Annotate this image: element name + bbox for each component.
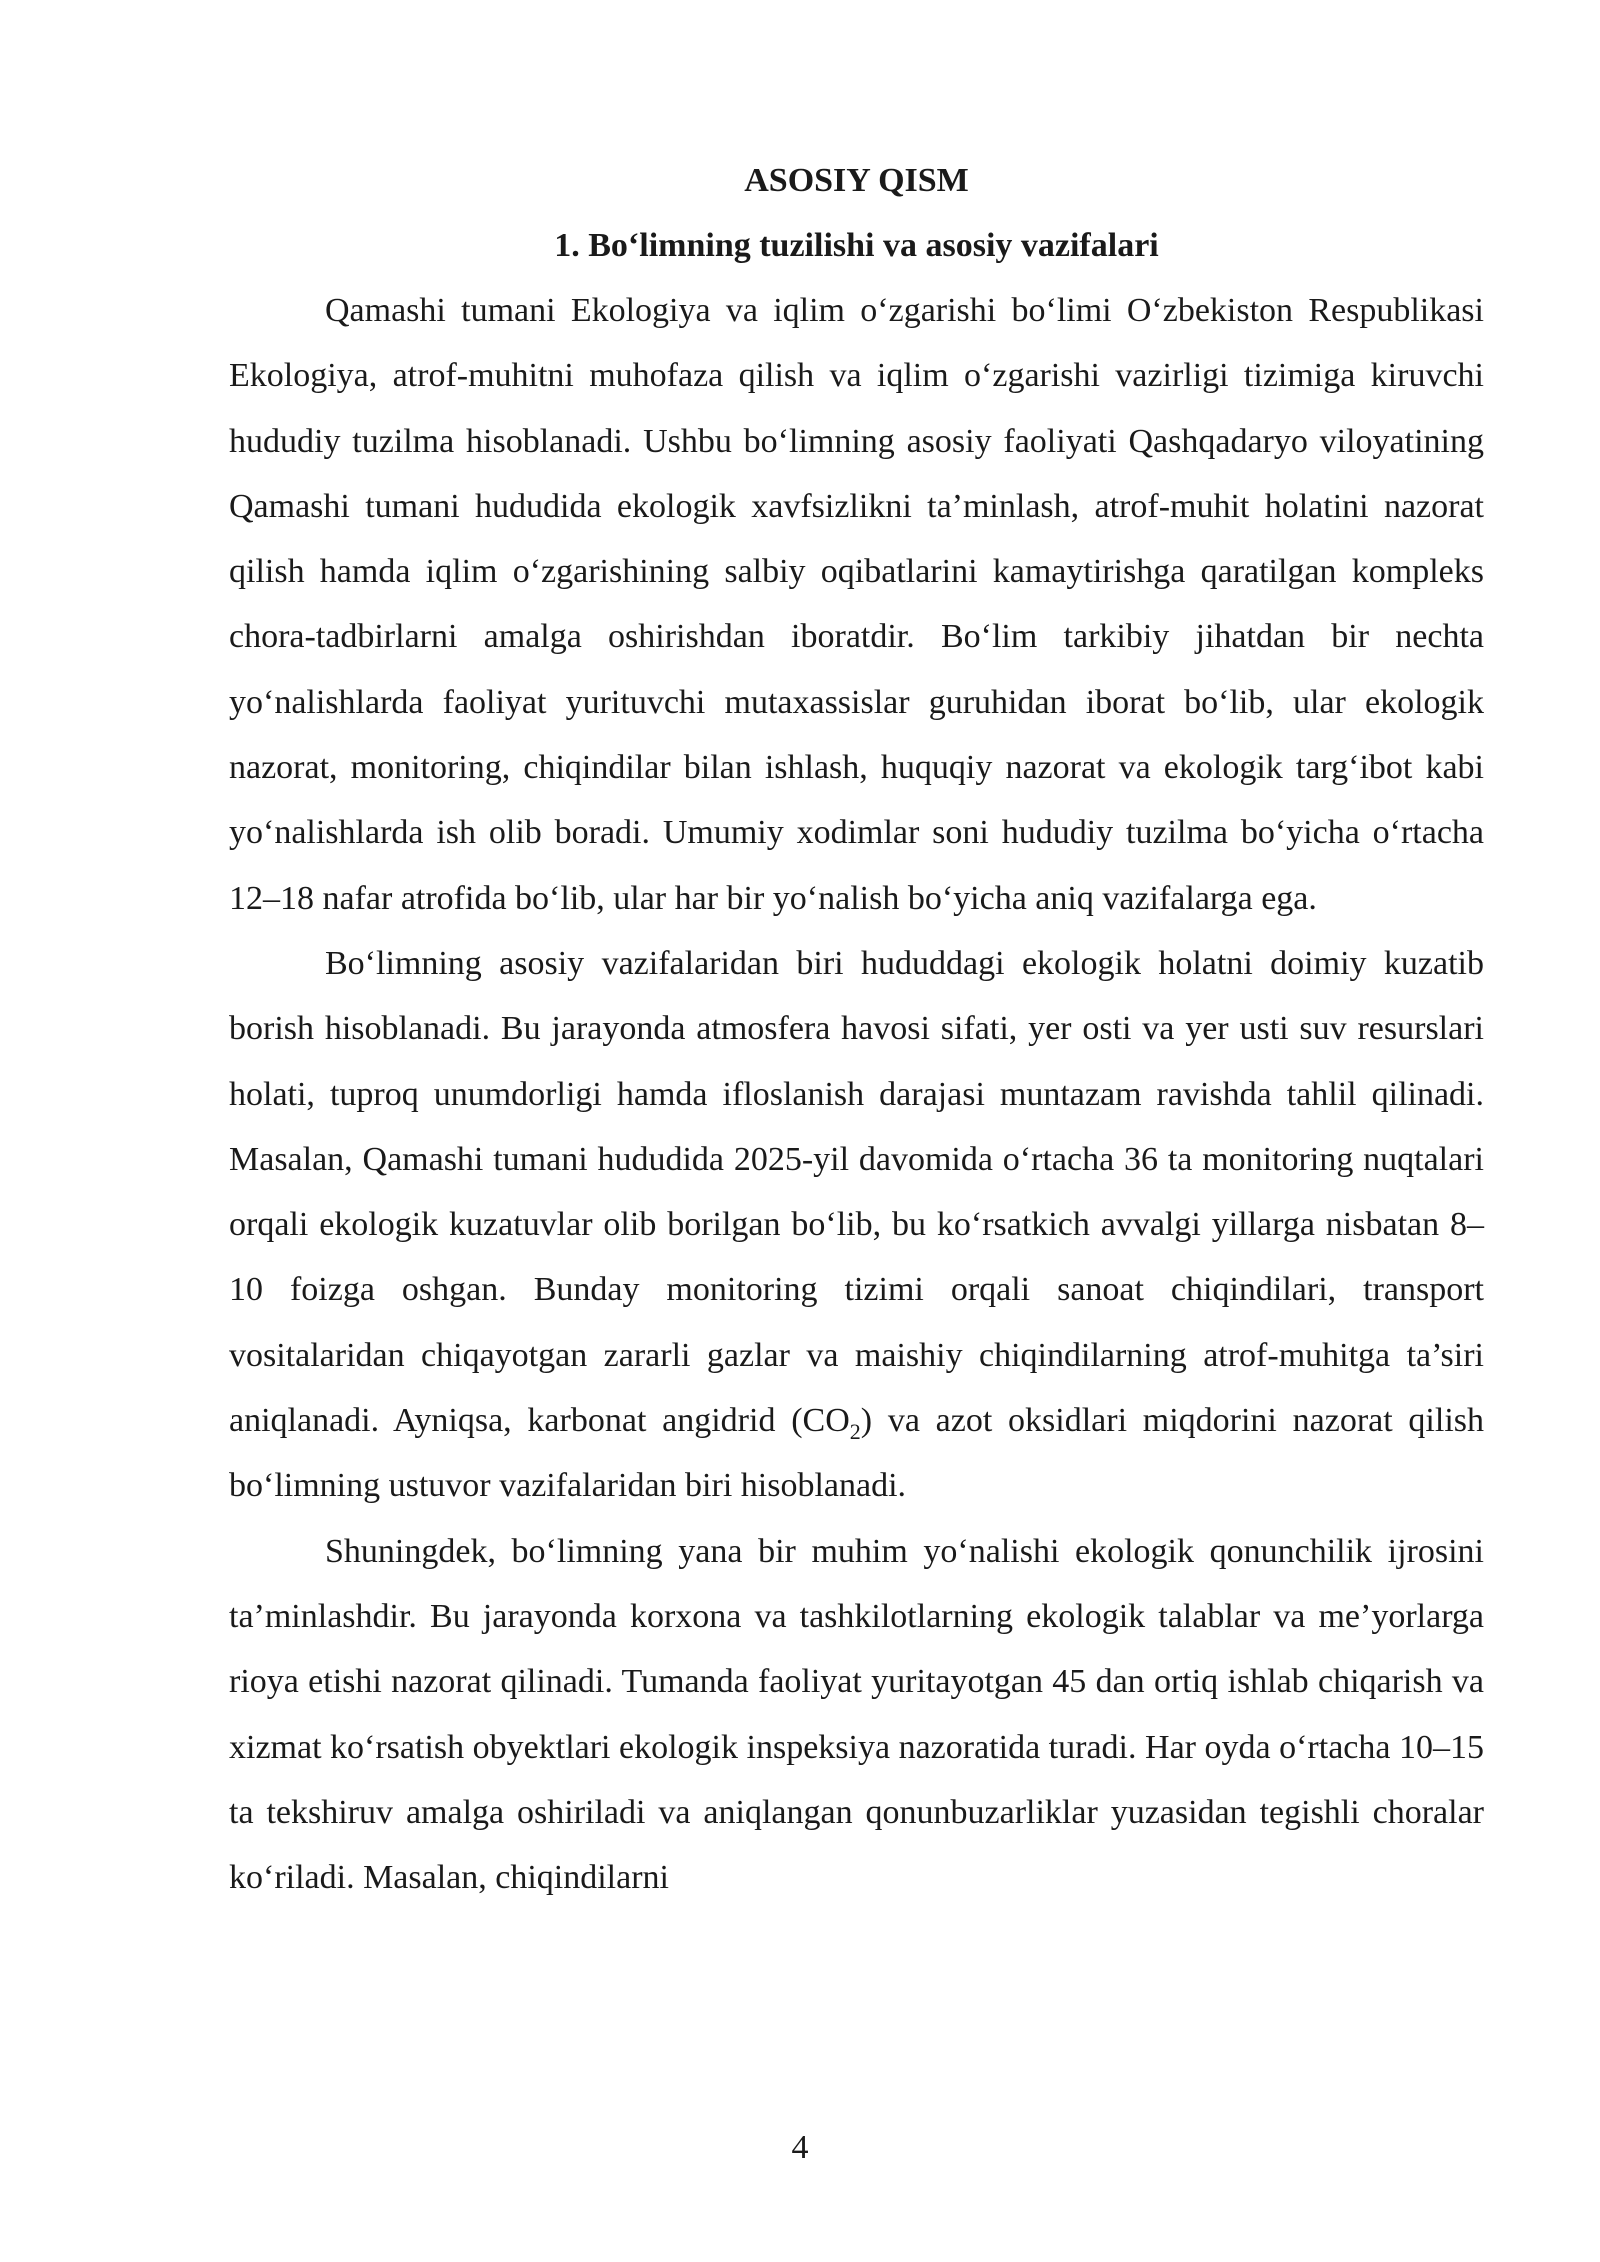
paragraph-3: Shuningdek, bo‘limning yana bir muhim yo‘nalishi ekologik qonunchilik ijrosini ta’minlashdir. Bu jarayonda korxona va tashkilotlarning ekologik talablar va me’yorlarga rioya etishi nazorat qilinadi. Tumanda faoliyat yuritayotgan 45 dan ortiq ishlab chiqarish va xizmat ko‘rsatish obyektlari ekologik inspeksiya nazoratida turadi. Har oyda o‘rtacha 10–15 ta tekshiruv amalga oshiriladi va aniqlangan qonunbuzarliklar yuzasidan tegishli choralar ko‘riladi. Masalan, chiqindilarni — [229, 1532, 1484, 1897]
paragraph-1: Qamashi tumani Ekologiya va iqlim o‘zgarishi bo‘limi O‘zbekiston Respublikasi Ekologiya, atrof-muhitni muhofaza qilish va iqlim o‘zgarishi vazirligi tizimiga kiruvchi hududiy tuzilma hisoblanadi. Ushbu bo‘limning asosiy faoliyati Qashqadaryo viloyatining Qamashi tumani hududida ekologik xavfsizlikni ta’minlash, atrof-muhit holatini nazorat qilish hamda iqlim o‘zgarishining salbiy oqibatlarini kamaytirishga qaratilgan kompleks chora-tadbirlarni amalga oshirishdan iboratdir. Bo‘lim tarkibiy jihatdan bir nechta yo‘nalishlarda faoliyat yurituvchi mutaxassislar guruhidan iborat bo‘lib, ular ekologik nazorat, monitoring, chiqindilar bilan ishlash, huquqiy nazorat va ekologik targ‘ibot kabi yo‘nalishlarda ish olib boradi. Umumiy xodimlar soni hududiy tuzilma bo‘yicha o‘rtacha 12–18 nafar atrofida bo‘lib, ular har bir yo‘nalish bo‘yicha aniq vazifalarga ega. — [229, 292, 1484, 917]
co2-subscript: 2 — [849, 1418, 861, 1444]
page-content — [229, 148, 1484, 1910]
subsection-title: 1. Bo‘limning tuzilishi va asosiy vazifalari — [554, 227, 1159, 264]
page-number: 4 — [791, 2129, 809, 2166]
paragraph-2 — [229, 931, 1484, 1519]
paragraph-2-part-1: Bo‘limning asosiy vazifalaridan biri hududdagi ekologik holatni doimiy kuzatib borish hisoblanadi. Bu jarayonda atmosfera havosi sifati, yer osti va yer usti suv resurslari holati, tuproq unumdorligi hamda ifloslanish darajasi muntazam ravishda tahlil qilinadi. Masalan, Qamashi tumani hududida 2025-yil davomida o‘rtacha 36 ta monitoring nuqtalari orqali ekologik kuzatuvlar olib borilgan bo‘lib, bu ko‘rsatkich avvalgi yillarga nisbatan 8–10 foizga oshgan. Bunday monitoring tizimi orqali sanoat chiqindilari, transport vositalaridan chiqayotgan zararli gazlar va maishiy chiqindilarning atrof-muhitga ta’siri aniqlanadi. Ayniqsa, karbonat angidrid (CO — [229, 944, 1484, 1440]
section-title: ASOSIY QISM — [744, 162, 969, 199]
paragraph-2-part-2: ) va azot oksidlari miqdorini nazorat qilish bo‘limning ustuvor vazifalaridan biri hisoblanadi. — [229, 1402, 1484, 1505]
